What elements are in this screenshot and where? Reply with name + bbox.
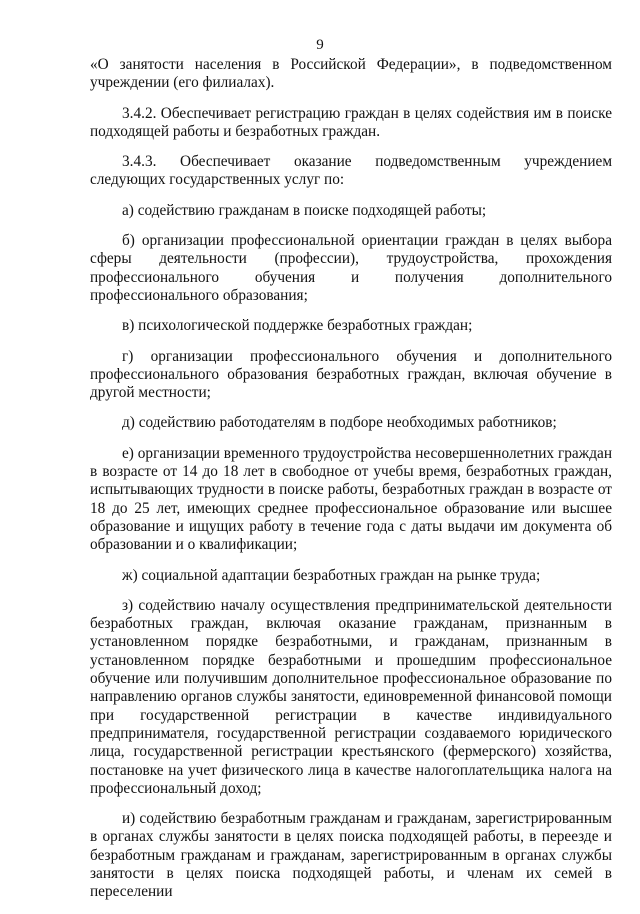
list-item-z: з) содействию началу осуществления предпринимательской деятельности безработных граждан, включая оказание гражданам, признанным в установленном порядке безработными, и гражданам, признанным в установленном порядке безработными и прошедшим профессиональное обучение или получившим дополнительное профессиональное образование по направлению органов службы занятости, единовременной финансовой помощи при государственной регистрации в качестве индивидуального предпринимателя, государственной регистрации создаваемого юридического лица, государственной регистрации крестьянского (фермерского) хозяйства, постановке на учет физического лица в качестве налогоплательщика налога на профессиональный доход; <box>90 596 612 797</box>
paragraph-3-4-2: 3.4.2. Обеспечивает регистрацию граждан в целях содействия им в поиске подходящей работы и безработных граждан. <box>90 104 612 140</box>
list-item-i: и) содействию безработным гражданам и гражданам, зарегистрированным в органах службы занятости в целях поиска подходящей работы, в переезде и безработным гражданам и гражданам, зарегистрированным в органах службы занятости в целях поиска подходящей работы, и членам их семей в переселении <box>90 810 612 901</box>
paragraph-3-4-3: 3.4.3. Обеспечивает оказание подведомственным учреждением следующих государственных услуг по: <box>90 153 612 189</box>
list-item-d: д) содействию работодателям в подборе необходимых работников; <box>122 414 557 432</box>
list-item-a: а) содействию гражданам в поиске подходящей работы; <box>122 201 487 219</box>
list-item-b: б) организации профессиональной ориентации граждан в целях выбора сферы деятельности (профессии), трудоустройства, прохождения профессионального обучения и получения дополнительного профессионального образования; <box>90 232 612 304</box>
page-number: 9 <box>316 37 324 53</box>
list-item-g: г) организации профессионального обучения и дополнительного профессионального образования безработных граждан, включая обучение в другой местности; <box>90 347 612 402</box>
list-item-v: в) психологической поддержке безработных граждан; <box>122 317 473 335</box>
paragraph-continuation: «О занятости населения в Российской Федерации», в подведомственном учреждении (его филиалах). <box>90 56 612 92</box>
document-body <box>90 56 612 914</box>
list-item-e: е) организации временного трудоустройства несовершеннолетних граждан в возрасте от 14 до 18 лет в свободное от учебы время, безработных граждан, испытывающих трудности в поиске работы, безработных граждан в возрасте от 18 до 25 лет, имеющих среднее профессиональное образование или высшее образование и ищущих работу в течение года с даты выдачи им документа об образовании и о квалификации; <box>90 444 612 554</box>
list-item-zh: ж) социальной адаптации безработных граждан на рынке труда; <box>122 566 541 584</box>
